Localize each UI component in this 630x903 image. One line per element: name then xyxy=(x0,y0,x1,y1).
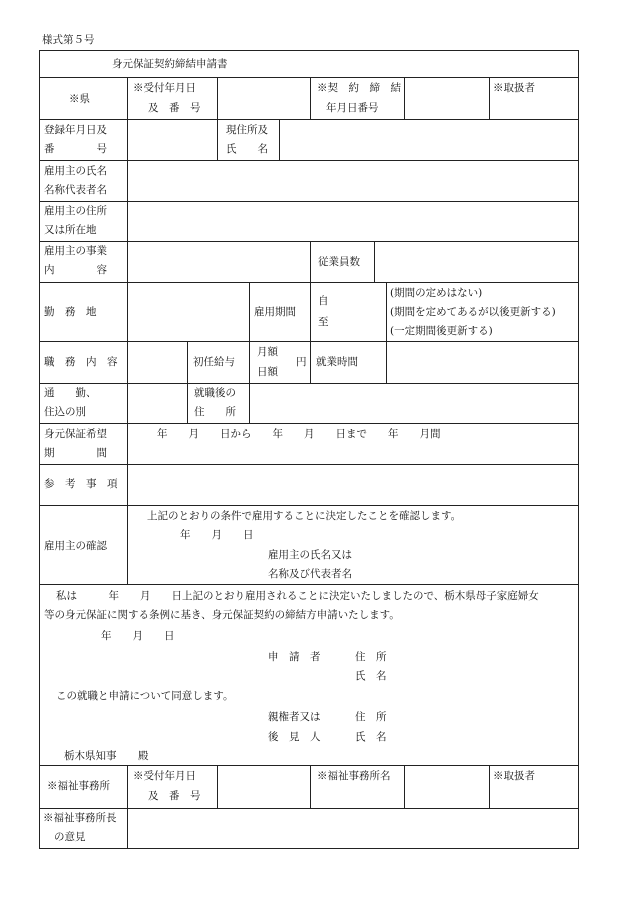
addressee-label: 栃木県知事 xyxy=(64,750,117,762)
contract-date-label: ※契 約 締 結 xyxy=(317,82,401,94)
employer-confirm-label: 雇用主の確認 xyxy=(44,540,107,552)
workplace-label: 勤 務 地 xyxy=(44,306,97,318)
guarantee-period-label-2: 期 間 xyxy=(44,447,107,459)
guarantee-period-text: 年 月 日から 年 月 日まで 年 月間 xyxy=(157,428,441,440)
welfare-receipt-date-label: ※受付年月日 xyxy=(133,770,196,782)
welfare-office-label: ※福祉事務所 xyxy=(47,780,110,792)
new-address-label-2: 住 所 xyxy=(194,406,236,418)
guardian-label-2: 後 見 人 xyxy=(268,731,321,743)
welfare-handler-label: ※取扱者 xyxy=(493,770,535,782)
guardian-label: 親権者又は xyxy=(268,711,321,723)
employee-count-label: 従業員数 xyxy=(318,256,360,268)
form-title: 身元保証契約締結申請書 xyxy=(112,58,228,70)
employer-confirm-statement: 上記のとおりの条件で雇用することに決定したことを確認します。 xyxy=(147,510,462,522)
prefecture-label: ※県 xyxy=(69,93,90,105)
consent-text: この就職と申請について同意します。 xyxy=(56,690,234,702)
monthly-salary-label: 月額 xyxy=(257,346,278,358)
employer-name-label: 雇用主の氏名 xyxy=(44,165,107,177)
guardian-name-label: 氏 名 xyxy=(355,731,387,743)
application-text-2: 等の身元保証に関する条例に基き、身元保証契約の締結方申請いたします。 xyxy=(44,609,400,621)
period-option-after: (一定期間後更新する) xyxy=(390,325,493,337)
receipt-number-label: 及 番 号 xyxy=(148,102,201,114)
welfare-office-name-label: ※福祉事務所名 xyxy=(317,770,391,782)
employer-business-label: 雇用主の事業 xyxy=(44,245,107,257)
employment-period-label: 雇用期間 xyxy=(254,306,296,318)
duties-label: 職 務 内 容 xyxy=(44,356,118,368)
yen-label: 円 xyxy=(296,356,307,368)
new-address-label: 就職後の xyxy=(194,387,236,399)
handler-label: ※取扱者 xyxy=(493,82,535,94)
contract-number-label: 年月日番号 xyxy=(326,102,379,114)
employer-address-label-2: 又は所在地 xyxy=(44,224,97,236)
starting-salary-label: 初任給与 xyxy=(193,356,235,368)
period-option-renewed: (期間を定めてあるが以後更新する) xyxy=(390,306,556,318)
period-option-indefinite: (期間の定めはない) xyxy=(390,287,483,299)
employer-signature-label-2: 名称及び代表者名 xyxy=(268,568,352,580)
guarantee-period-label: 身元保証希望 xyxy=(44,428,107,440)
applicant-name-label: 氏 名 xyxy=(355,670,387,682)
working-hours-label: 就業時間 xyxy=(316,356,358,368)
honorific-label: 殿 xyxy=(138,750,149,762)
director-opinion-label-2: の意見 xyxy=(54,831,86,843)
employer-confirm-date: 年 月 日 xyxy=(180,529,254,541)
period-from-label: 自 xyxy=(318,295,329,307)
employer-signature-label: 雇用主の氏名又は xyxy=(268,549,352,561)
commute-label: 通 勤、 xyxy=(44,387,97,399)
welfare-receipt-number-label: 及 番 号 xyxy=(148,790,201,802)
current-address-label: 現住所及 xyxy=(226,124,268,136)
applicant-address-label: 住 所 xyxy=(355,651,387,663)
employer-address-label: 雇用主の住所 xyxy=(44,205,107,217)
registration-label-2: 番 号 xyxy=(44,143,107,155)
applicant-label: 申 請 者 xyxy=(268,651,321,663)
director-opinion-label: ※福祉事務所長 xyxy=(43,812,117,824)
guardian-address-label: 住 所 xyxy=(355,711,387,723)
period-to-label: 至 xyxy=(318,316,329,328)
registration-label: 登録年月日及 xyxy=(44,124,107,136)
receipt-date-label: ※受付年月日 xyxy=(133,82,196,94)
current-name-label: 氏 名 xyxy=(226,143,268,155)
application-text: 私は 年 月 日上記のとおり雇用されることに決定いたしましたので、栃木県母子家庭婦女 xyxy=(56,590,539,602)
employer-business-label-2: 内 容 xyxy=(44,264,107,276)
employer-name-label-2: 名称代表者名 xyxy=(44,184,107,196)
daily-salary-label: 日額 xyxy=(257,366,278,378)
application-date: 年 月 日 xyxy=(101,630,175,642)
reference-label: 参 考 事 項 xyxy=(44,478,118,490)
commute-label-2: 住込の別 xyxy=(44,406,86,418)
form-number: 様式第５号 xyxy=(42,34,95,46)
